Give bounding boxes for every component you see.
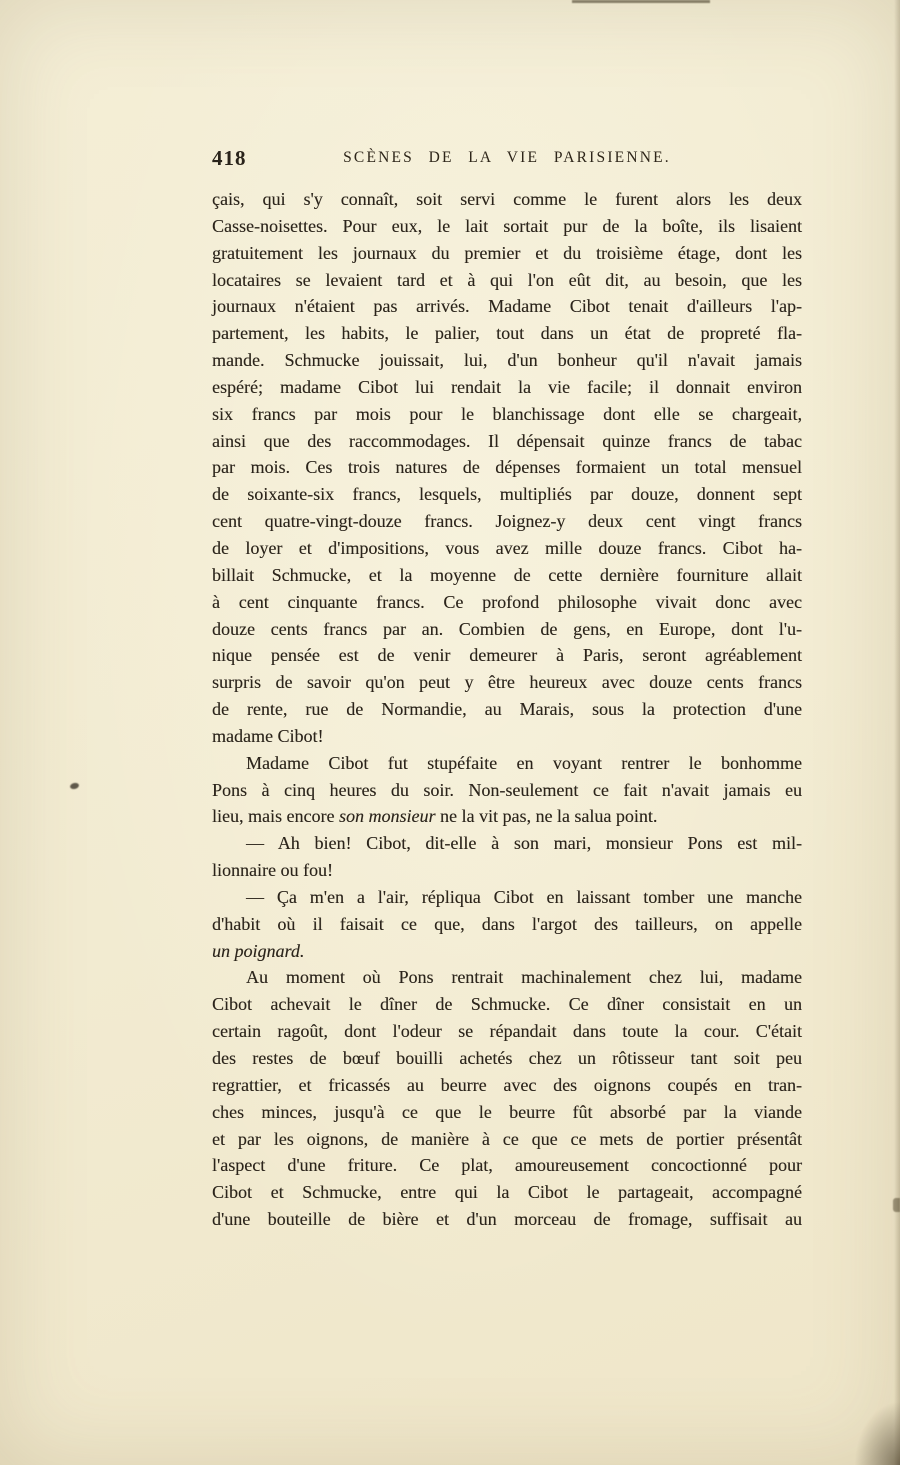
text-segment: ainsi que des raccommodages. Il dépensait quinze francs de tabac	[212, 430, 802, 451]
text-line	[212, 347, 802, 374]
text-segment: d'une bouteille de bière et d'un morceau de fromage, suffisait au	[212, 1209, 802, 1230]
text-line	[212, 401, 802, 428]
text-segment: par mois. Ces trois natures de dépenses formaient un total mensuel	[212, 457, 802, 478]
text-segment: d'habit où il faisait ce que, dans l'argot des tailleurs, on appelle	[212, 913, 802, 934]
text-segment: de rente, rue de Normandie, au Marais, sous la protection d'une	[212, 699, 802, 720]
text-line	[212, 750, 802, 777]
text-line	[212, 1045, 802, 1072]
text-line	[212, 374, 802, 401]
text-line	[212, 267, 802, 294]
text-segment: ne la vit pas, ne la salua point.	[435, 806, 658, 827]
text-segment: Au moment où Pons rentrait machinalement chez lui, madame	[246, 967, 802, 988]
text-segment: certain ragoût, dont l'odeur se répandait dans toute la cour. C'était	[212, 1021, 802, 1042]
text-segment: — Ça m'en a l'air, répliqua Cibot en laissant tomber une manche	[246, 886, 802, 907]
text-line	[212, 508, 802, 535]
text-line	[212, 320, 802, 347]
text-block	[212, 186, 802, 1233]
paragraph	[212, 186, 802, 750]
text-line	[212, 669, 802, 696]
text-segment: gratuitement les journaux du premier et du troisième étage, dont les	[212, 242, 802, 263]
running-title: SCÈNES DE LA VIE PARISIENNE.	[343, 149, 671, 166]
text-segment: lionnaire ou fou!	[212, 860, 333, 881]
text-segment: çais, qui s'y connaît, soit servi comme le furent alors les deux	[212, 189, 802, 209]
text-segment: journaux n'étaient pas arrivés. Madame Cibot tenait d'ailleurs l'ap-	[212, 296, 802, 317]
text-line	[212, 1206, 802, 1233]
text-line	[212, 535, 802, 562]
paragraph	[212, 964, 802, 1232]
text-line	[212, 884, 802, 911]
text-line	[212, 454, 802, 481]
edge-mark	[893, 1198, 900, 1212]
text-segment: — Ah bien! Cibot, dit-elle à son mari, monsieur Pons est mil-	[246, 833, 802, 854]
text-line	[212, 642, 802, 669]
text-segment: Cibot achevait le dîner de Schmucke. Ce dîner consistait en un	[212, 994, 802, 1015]
scan-edge-artifact	[572, 0, 710, 3]
text-segment: locataires se levaient tard et à qui l'on eût dit, au besoin, que les	[212, 269, 802, 290]
text-line	[212, 240, 802, 267]
text-line	[212, 723, 802, 750]
text-segment: Pons à cinq heures du soir. Non-seulement ce fait n'avait jamais eu	[212, 779, 802, 800]
text-line	[212, 562, 802, 589]
paragraph	[212, 750, 802, 831]
text-segment: de soixante-six francs, lesquels, multipliés par douze, donnent sept	[212, 484, 802, 505]
paragraph	[212, 830, 802, 884]
text-segment: à cent cinquante francs. Ce profond philosophe vivait donc avec	[212, 591, 802, 612]
text-line	[212, 857, 802, 884]
text-line	[212, 911, 802, 938]
text-line	[212, 428, 802, 455]
text-segment: Madame Cibot fut stupéfaite en voyant rentrer le bonhomme	[246, 752, 802, 773]
text-segment: de loyer et d'impositions, vous avez mille douze francs. Cibot ha-	[212, 537, 802, 558]
text-line	[212, 481, 802, 508]
text-segment: l'aspect d'une friture. Ce plat, amoureusement concoctionné pour	[212, 1155, 802, 1176]
text-segment: cent quatre-vingt-douze francs. Joignez-y deux cent vingt francs	[212, 511, 802, 532]
text-segment: espéré; madame Cibot lui rendait la vie facile; il donnait environ	[212, 376, 802, 397]
text-line	[212, 616, 802, 643]
margin-ink-mark	[69, 782, 79, 790]
text-segment: surpris de savoir qu'on peut y être heureux avec douze cents francs	[212, 672, 802, 693]
text-line	[212, 991, 802, 1018]
text-line	[212, 803, 802, 830]
text-line	[212, 777, 802, 804]
text-segment: billait Schmucke, et la moyenne de cette dernière fourniture allait	[212, 564, 802, 585]
text-segment: douze cents francs par an. Combien de gens, en Europe, dont l'u-	[212, 618, 802, 639]
page-number: 418	[212, 146, 247, 170]
text-line	[212, 1126, 802, 1153]
paragraph	[212, 884, 802, 965]
text-line	[212, 696, 802, 723]
italic-text: son monsieur	[338, 806, 436, 827]
text-line	[212, 213, 802, 240]
text-segment: six francs par mois pour le blanchissage dont elle se chargeait,	[212, 403, 802, 424]
text-line	[212, 589, 802, 616]
text-segment: nique pensée est de venir demeurer à Paris, seront agréablement	[212, 645, 802, 666]
text-line	[212, 1072, 802, 1099]
text-line	[212, 293, 802, 320]
text-line	[212, 1099, 802, 1126]
text-line	[212, 964, 802, 991]
text-line	[212, 1018, 802, 1045]
text-segment: Casse-noisettes. Pour eux, le lait sortait pur de la boîte, ils lisaient	[212, 215, 802, 236]
text-segment: partement, les habits, le palier, tout dans un état de propreté fla-	[212, 323, 802, 344]
text-line	[212, 186, 802, 213]
text-segment: et par les oignons, de manière à ce que ce mets de portier présentât	[212, 1128, 802, 1149]
text-line	[212, 1152, 802, 1179]
text-segment: lieu, mais encore	[212, 806, 339, 827]
text-line	[212, 938, 802, 965]
text-segment: Cibot et Schmucke, entre qui la Cibot le partageait, accompagné	[212, 1182, 802, 1203]
text-segment: des restes de bœuf bouilli achetés chez un rôtisseur tant soit peu	[212, 1048, 802, 1068]
page-edge-shadow	[894, 0, 900, 1465]
text-segment: madame Cibot!	[212, 725, 324, 746]
text-segment: ches minces, jusqu'à ce que le beurre fût absorbé par la viande	[212, 1101, 802, 1122]
text-segment: mande. Schmucke jouissait, lui, d'un bonheur qu'il n'avait jamais	[212, 350, 802, 371]
corner-smudge	[854, 1401, 900, 1465]
text-line	[212, 1179, 802, 1206]
text-segment: regrattier, et fricassés au beurre avec des oignons coupés en tran-	[212, 1074, 802, 1095]
italic-text: un poignard.	[212, 940, 305, 961]
page-header	[212, 146, 802, 172]
text-line	[212, 830, 802, 857]
